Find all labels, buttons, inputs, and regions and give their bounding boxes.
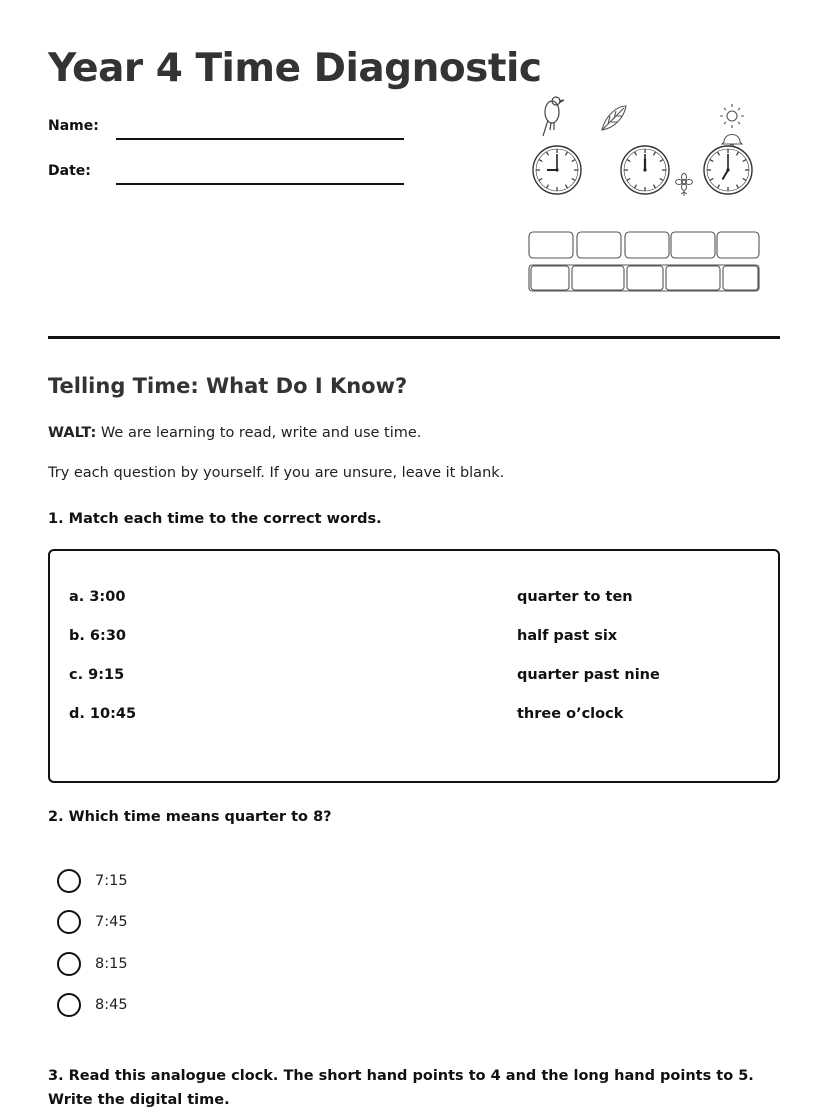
- radio-option[interactable]: [57, 909, 128, 935]
- clock-icon: [621, 146, 669, 194]
- clock-icon: [704, 146, 752, 194]
- radio-button[interactable]: [57, 952, 81, 976]
- match-time-c[interactable]: c. 9:15: [69, 667, 125, 683]
- match-words-3[interactable]: quarter past nine: [517, 667, 660, 683]
- match-words-2[interactable]: half past six: [517, 628, 618, 644]
- radio-option-label: 8:15: [95, 956, 128, 972]
- question-2-prompt: 2. Which time means quarter to 8?: [48, 809, 332, 825]
- radio-option-label: 7:45: [95, 914, 128, 930]
- leaf-icon: [602, 106, 626, 130]
- date-field[interactable]: [116, 183, 404, 185]
- bird-icon: [543, 97, 564, 136]
- question-3-prompt: 3. Read this analogue clock. The short hand points to 4 and the long hand points to 5. Write the digital time.: [48, 1068, 754, 1108]
- radio-option[interactable]: [57, 951, 128, 977]
- flower-icon: [676, 174, 693, 197]
- clock-icon: [533, 146, 581, 194]
- radio-option[interactable]: [57, 868, 128, 894]
- radio-button[interactable]: [57, 869, 81, 893]
- decorative-box-grid: [529, 232, 759, 291]
- sun-icon: [720, 104, 744, 128]
- match-time-b[interactable]: b. 6:30: [69, 628, 127, 644]
- page-title: Year 4 Time Diagnostic: [48, 46, 542, 91]
- walt-statement: [48, 425, 421, 441]
- section-divider: [48, 336, 780, 339]
- radio-button[interactable]: [57, 993, 81, 1017]
- match-words-1[interactable]: quarter to ten: [517, 589, 633, 605]
- question-1-prompt: 1. Match each time to the correct words.: [48, 511, 382, 527]
- walt-text: We are learning to read, write and use time.: [96, 425, 422, 441]
- section-title: Telling Time: What Do I Know?: [48, 374, 408, 398]
- walt-label: WALT:: [48, 425, 97, 441]
- date-label: Date:: [48, 163, 91, 179]
- radio-option-label: 7:15: [95, 873, 128, 889]
- instructions: Try each question by yourself. If you are unsure, leave it blank.: [48, 465, 505, 481]
- decorative-illustration: [526, 92, 766, 297]
- radio-button[interactable]: [57, 910, 81, 934]
- match-time-a[interactable]: a. 3:00: [69, 589, 126, 605]
- name-field[interactable]: [116, 138, 404, 140]
- name-label: Name:: [48, 118, 99, 134]
- matching-box: [48, 549, 780, 783]
- radio-option[interactable]: [57, 992, 128, 1018]
- match-time-d[interactable]: d. 10:45: [69, 706, 137, 722]
- radio-option-label: 8:45: [95, 997, 128, 1013]
- match-words-4[interactable]: three o’clock: [517, 706, 624, 722]
